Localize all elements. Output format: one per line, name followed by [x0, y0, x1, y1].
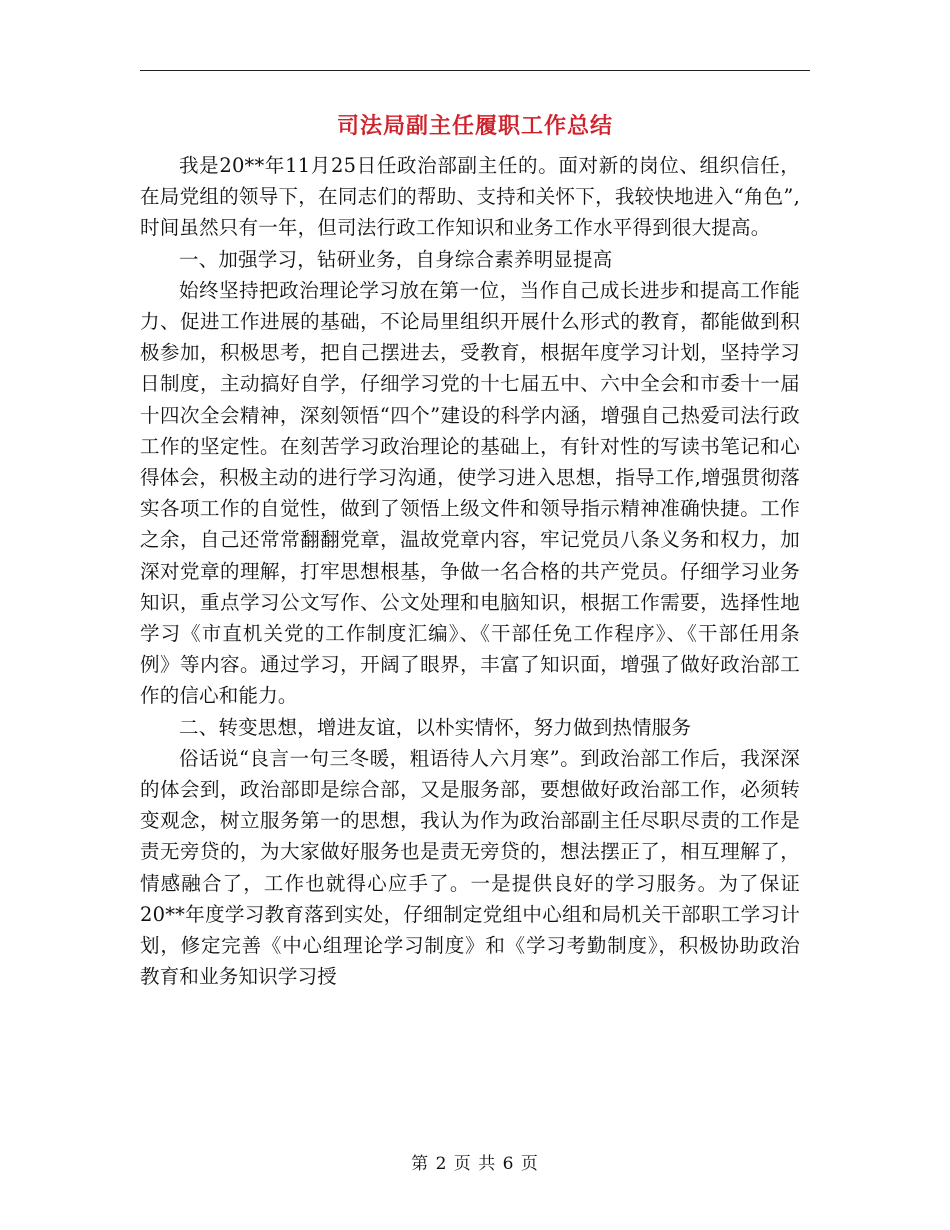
section-heading-1: 一、加强学习，钻研业务，自身综合素养明显提高: [179, 247, 613, 271]
paragraph-intro: 我是20**年11月25日任政治部副主任的。面对新的岗位、组织信任，在局党组的领导下，在同志们的帮助、支持和关怀下，我较快地进入“角色”,时间虽然只有一年，但司法行政工作知识和业务工作水平得到很大提高。: [140, 154, 800, 240]
paragraph-service: 俗话说“良言一句三冬暖，粗语待人六月寒”。到政治部工作后，我深深的体会到，政治部即是综合部，又是服务部，要想做好政治部工作，必须转变观念，树立服务第一的思想，我认为作为政治部副主任尽职尽责的工作是责无旁贷的，为大家做好服务也是责无旁贷的，想法摆正了，相互理解了，情感融合了，工作也就得心应手了。一是提供良好的学习服务。为了保证20**年度学习教育落到实处，仔细制定党组中心组和局机关干部职工学习计划，修定完善《中心组理论学习制度》和《学习考勤制度》，积极协助政治教育和业务知识学习授: [140, 746, 800, 989]
paragraph-study: 始终坚持把政治理论学习放在第一位，当作自己成长进步和提高工作能力、促进工作进展的基础，不论局里组织开展什么形式的教育，都能做到积极参加，积极思考，把自己摆进去，受教育，根据年度学习计划，坚持学习日制度，主动搞好自学，仔细学习党的十七届五中、六中全会和市委十一届十四次全会精神，深刻领悟“四个”建设的科学内涵，增强自己热爱司法行政工作的坚定性。在刻苦学习政治理论的基础上，有针对性的写读书笔记和心得体会，积极主动的进行学习沟通，使学习进入思想，指导工作,增强贯彻落实各项工作的自觉性，做到了领悟上级文件和领导指示精神准确快捷。工作之余，自己还常常翻翻党章，温故党章内容，牢记党员八条义务和权力，加深对党章的理解，打牢思想根基，争做一名合格的共产党员。仔细学习业务知识，重点学习公文写作、公文处理和电脑知识，根据工作需要，选择性地学习《市直机关党的工作制度汇编》、《干部任免工作程序》、《干部任用条例》等内容。通过学习，开阔了眼界，丰富了知识面，增强了做好政治部工作的信心和能力。: [140, 278, 800, 708]
header-rule: [140, 70, 810, 71]
section-heading-2: 二、转变思想，增进友谊，以朴实情怀，努力做到热情服务: [179, 715, 692, 739]
document-title: 司法局副主任履职工作总结: [336, 113, 613, 139]
document-body: [140, 150, 800, 992]
page-number-footer: 第 2 页 共 6 页: [411, 1154, 539, 1174]
